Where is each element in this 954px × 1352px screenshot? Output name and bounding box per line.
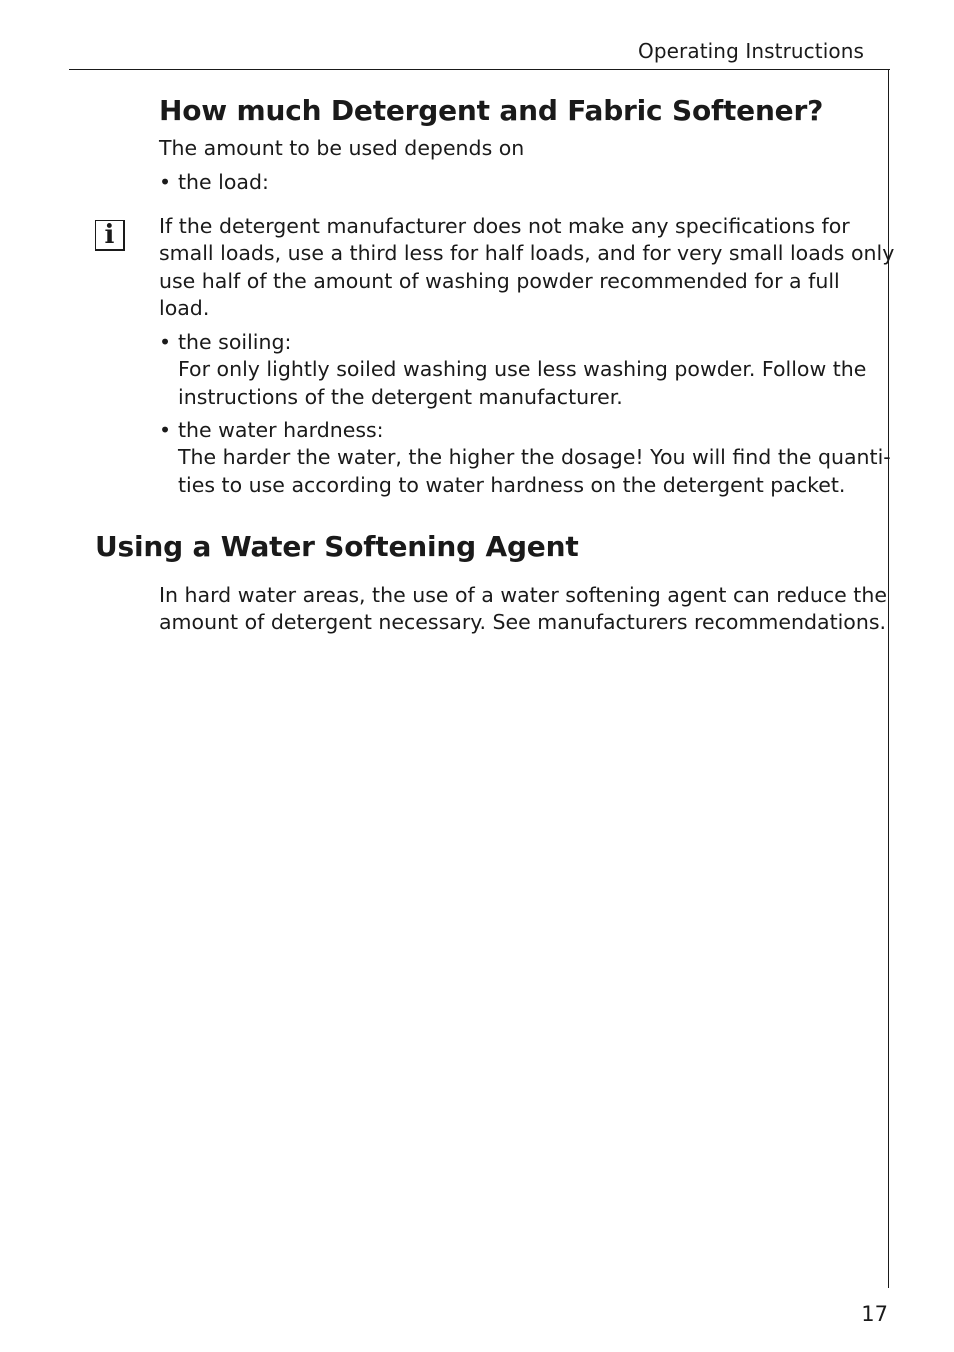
bullet-dot: • — [159, 330, 172, 354]
water-softening-line: In hard water areas, the use of a water softening agent can reduce the — [159, 583, 887, 607]
info-note — [159, 213, 894, 322]
section-heading-water-softening: Using a Water Softening Agent — [95, 530, 579, 563]
bullet-load — [159, 169, 269, 196]
section-heading-detergent: How much Detergent and Fabric Softener? — [159, 94, 824, 127]
bullet-hardness — [159, 417, 891, 499]
header-rule — [69, 69, 890, 70]
bullet-hardness-line: ties to use according to water hardness on the detergent packet. — [178, 472, 846, 497]
info-note-line: small loads, use a third less for half loads, and for very small loads only — [159, 241, 895, 266]
bullet-hardness-line: The harder the water, the higher the dosage! You will find the quanti- — [178, 445, 891, 470]
water-softening-line: amount of detergent necessary. See manufacturers recommendations. — [159, 610, 887, 635]
info-note-line: If the detergent manufacturer does not make any specifications for — [159, 214, 850, 238]
info-note-line: load. — [159, 295, 210, 320]
bullet-dot: • — [159, 418, 172, 442]
bullet-dot: • — [159, 170, 172, 194]
bullet-soiling-line: instructions of the detergent manufacturer. — [178, 384, 623, 409]
bullet-soiling — [159, 329, 866, 411]
bullet-hardness-label: the water hardness: — [178, 418, 384, 442]
info-note-line: use half of the amount of washing powder recommended for a full — [159, 268, 840, 293]
bullet-load-label: the load: — [178, 170, 269, 194]
info-icon: i — [95, 220, 125, 251]
page-number: 17 — [861, 1302, 888, 1326]
bullet-soiling-label: the soiling: — [178, 330, 292, 354]
intro-text: The amount to be used depends on — [159, 136, 525, 160]
bullet-soiling-line: For only lightly soiled washing use less washing powder. Follow the — [178, 357, 867, 382]
water-softening-body — [159, 582, 887, 637]
running-header: Operating Instructions — [637, 39, 864, 63]
